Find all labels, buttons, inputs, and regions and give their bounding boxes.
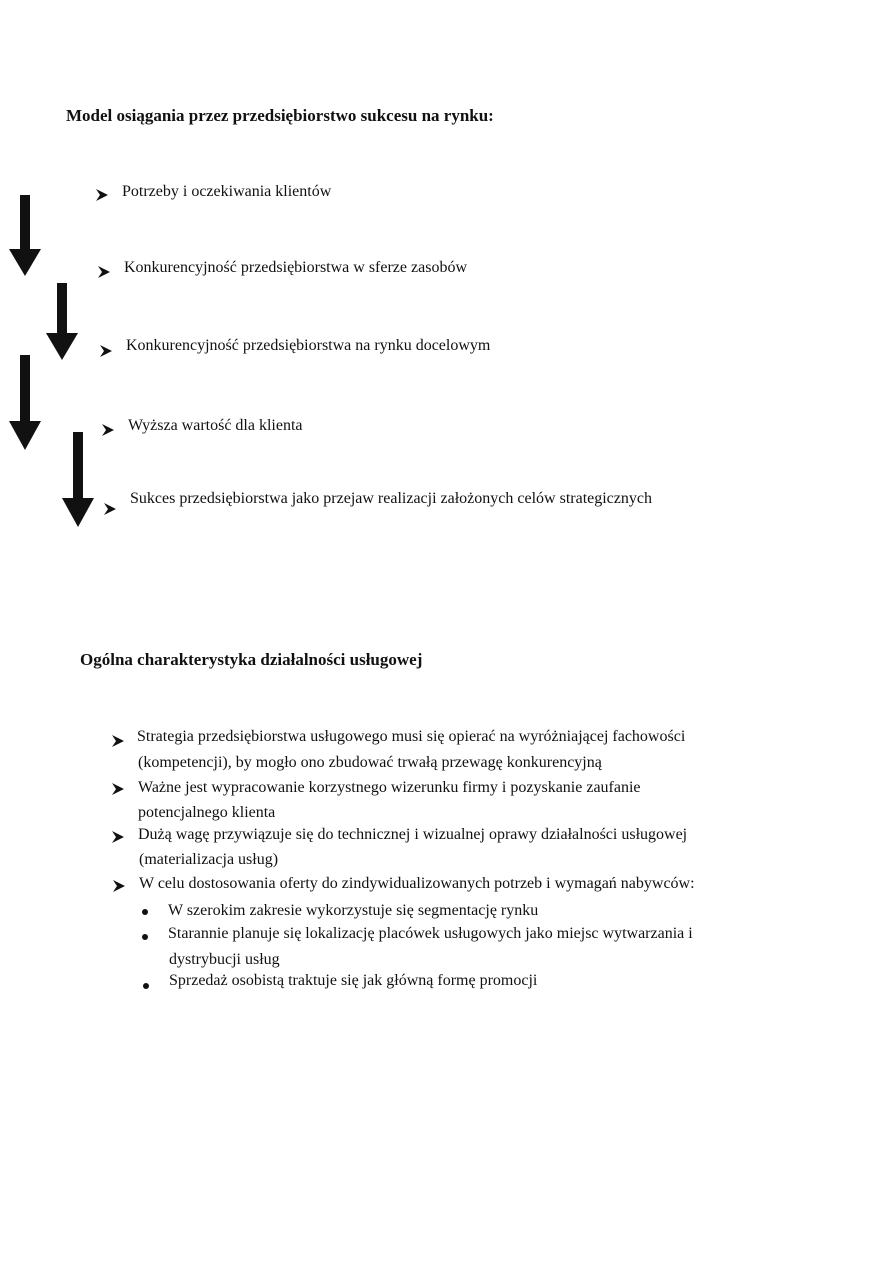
down-arrow-icon [46, 283, 80, 361]
list-item: Konkurencyjność przedsiębiorstwa w sferze zasobów [124, 259, 467, 276]
list-item-continuation: (kompetencji), by mogło ono zbudować trwałą przewagę konkurencyjną [138, 754, 602, 771]
sub-list-item: Sprzedaż osobistą traktuje się jak główną formę promocji [169, 972, 538, 989]
list-item: Ważne jest wypracowanie korzystnego wizerunku firmy i pozyskanie zaufanie [138, 779, 641, 796]
bullet-dot-icon [142, 909, 148, 915]
list-item: W celu dostosowania oferty do zindywidualizowanych potrzeb i wymagań nabywców: [139, 875, 695, 892]
section2-title: Ogólna charakterystyka działalności usługowej [80, 650, 423, 669]
list-item-continuation: potencjalnego klienta [138, 804, 276, 821]
down-arrow-icon [62, 432, 96, 528]
arrowhead-bullet-icon [96, 189, 108, 201]
arrowhead-bullet-icon [112, 735, 124, 747]
section1-title: Model osiągania przez przedsiębiorstwo sukcesu na rynku: [66, 106, 494, 125]
arrowhead-bullet-icon [113, 880, 125, 892]
list-item: Sukces przedsiębiorstwa jako przejaw realizacji założonych celów strategicznych [130, 490, 652, 507]
list-item-continuation: (materializacja usług) [139, 851, 279, 868]
bullet-dot-icon [142, 934, 148, 940]
list-item: Konkurencyjność przedsiębiorstwa na rynku docelowym [126, 337, 491, 354]
bullet-dot-icon [143, 983, 149, 989]
sub-list-item: W szerokim zakresie wykorzystuje się segmentację rynku [168, 902, 539, 919]
sub-list-item: Starannie planuje się lokalizację placówek usługowych jako miejsc wytwarzania i [168, 925, 693, 942]
sub-list-item-continuation: dystrybucji usług [169, 951, 280, 968]
list-item: Potrzeby i oczekiwania klientów [122, 183, 332, 200]
list-item: Strategia przedsiębiorstwa usługowego musi się opierać na wyróżniającej fachowości [137, 728, 686, 745]
arrowhead-bullet-icon [100, 345, 112, 357]
arrowhead-bullet-icon [112, 831, 124, 843]
down-arrow-icon [8, 195, 42, 277]
list-item: Dużą wagę przywiązuje się do technicznej i wizualnej oprawy działalności usługowej [138, 826, 688, 843]
down-arrow-icon [8, 355, 42, 451]
arrowhead-bullet-icon [98, 266, 110, 278]
list-item: Wyższa wartość dla klienta [128, 417, 303, 434]
arrowhead-bullet-icon [112, 783, 124, 795]
arrowhead-bullet-icon [102, 424, 114, 436]
arrowhead-bullet-icon [104, 503, 116, 515]
